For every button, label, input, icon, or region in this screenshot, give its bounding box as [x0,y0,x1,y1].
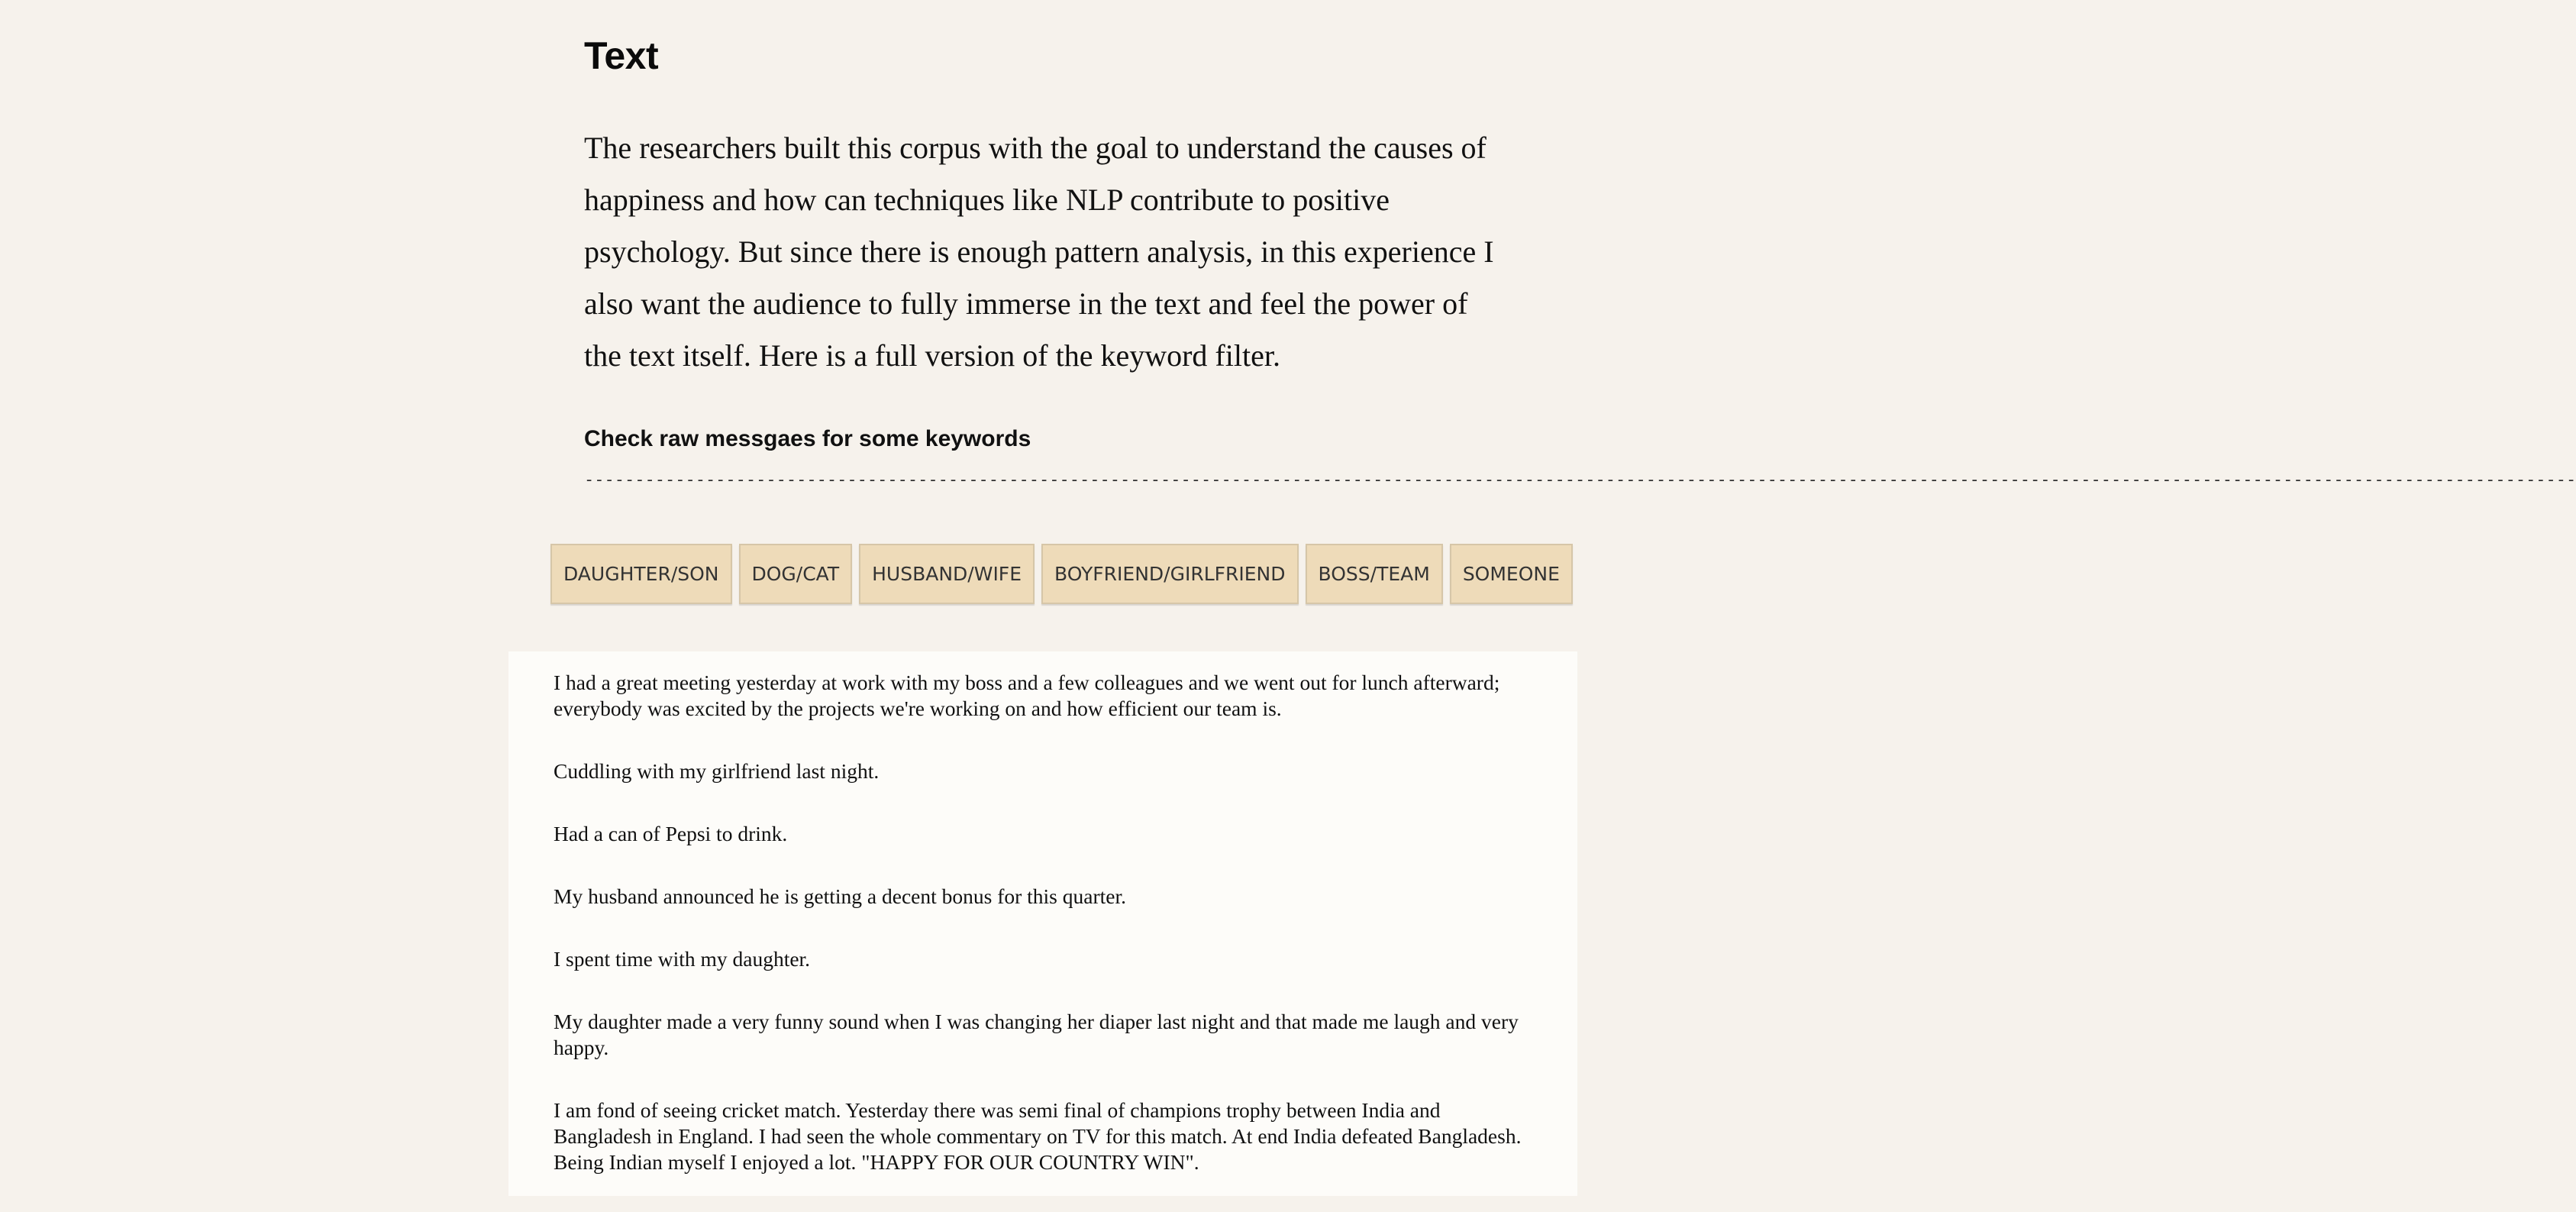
message-item: Had a can of Pepsi to drink. [554,822,788,845]
filter-button-husband-wife[interactable]: HUSBAND/WIFE [859,544,1035,604]
message-item: I am fond of seeing cricket match. Yesterday there was semi final of champions trophy between India and Bangladesh in England. I had seen the whole commentary on TV for this match. At end India defeated Bangladesh. Being Indian myself I enjoyed a lot. "HAPPY FOR OUR COUNTRY WIN". [554,1098,1522,1174]
filter-button-someone[interactable]: SOMEONE [1450,544,1573,604]
message-item: I spent time with my daughter. [554,947,811,971]
message-item: My husband announced he is getting a decent bonus for this quarter. [554,884,1126,908]
message-item: Cuddling with my girlfriend last night. [554,759,880,783]
filter-button-boyfriend-girlfriend[interactable]: BOYFRIEND/GIRLFRIEND [1041,544,1299,604]
section-heading: Text [584,34,659,77]
intro-paragraph: The researchers built this corpus with the goal to understand the causes of happiness and how can techniques like NLP contribute to positive psychology. But since there is enough pattern analysis, in this experience I also want the audience to fully immerse in the text and feel the power of the text itself. Here is a full version of the keyword filter. [584,131,1494,373]
message-item: I had a great meeting yesterday at work with my boss and a few colleagues and we went out for lunch afterward; everybody was excited by the projects we're working on and how efficient our team is. [554,671,1500,720]
keyword-filter-subheading: Check raw messgaes for some keywords [584,426,1031,451]
filter-button-dog-cat[interactable]: DOG/CAT [739,544,853,604]
filter-button-daughter-son[interactable]: DAUGHTER/SON [550,544,732,604]
message-list [554,670,1538,1212]
message-item: My daughter made a very funny sound when I was changing her diaper last night and that made me laugh and very happy. [554,1010,1519,1059]
keyword-filter-bar [550,544,1573,604]
filter-button-boss-team[interactable]: BOSS/TEAM [1306,544,1443,604]
dashed-divider: ----------------------------------------------------------------------------------------------------------------------------------------------------------------------------------------------------- [584,470,2576,490]
messages-panel[interactable] [508,651,1577,1196]
